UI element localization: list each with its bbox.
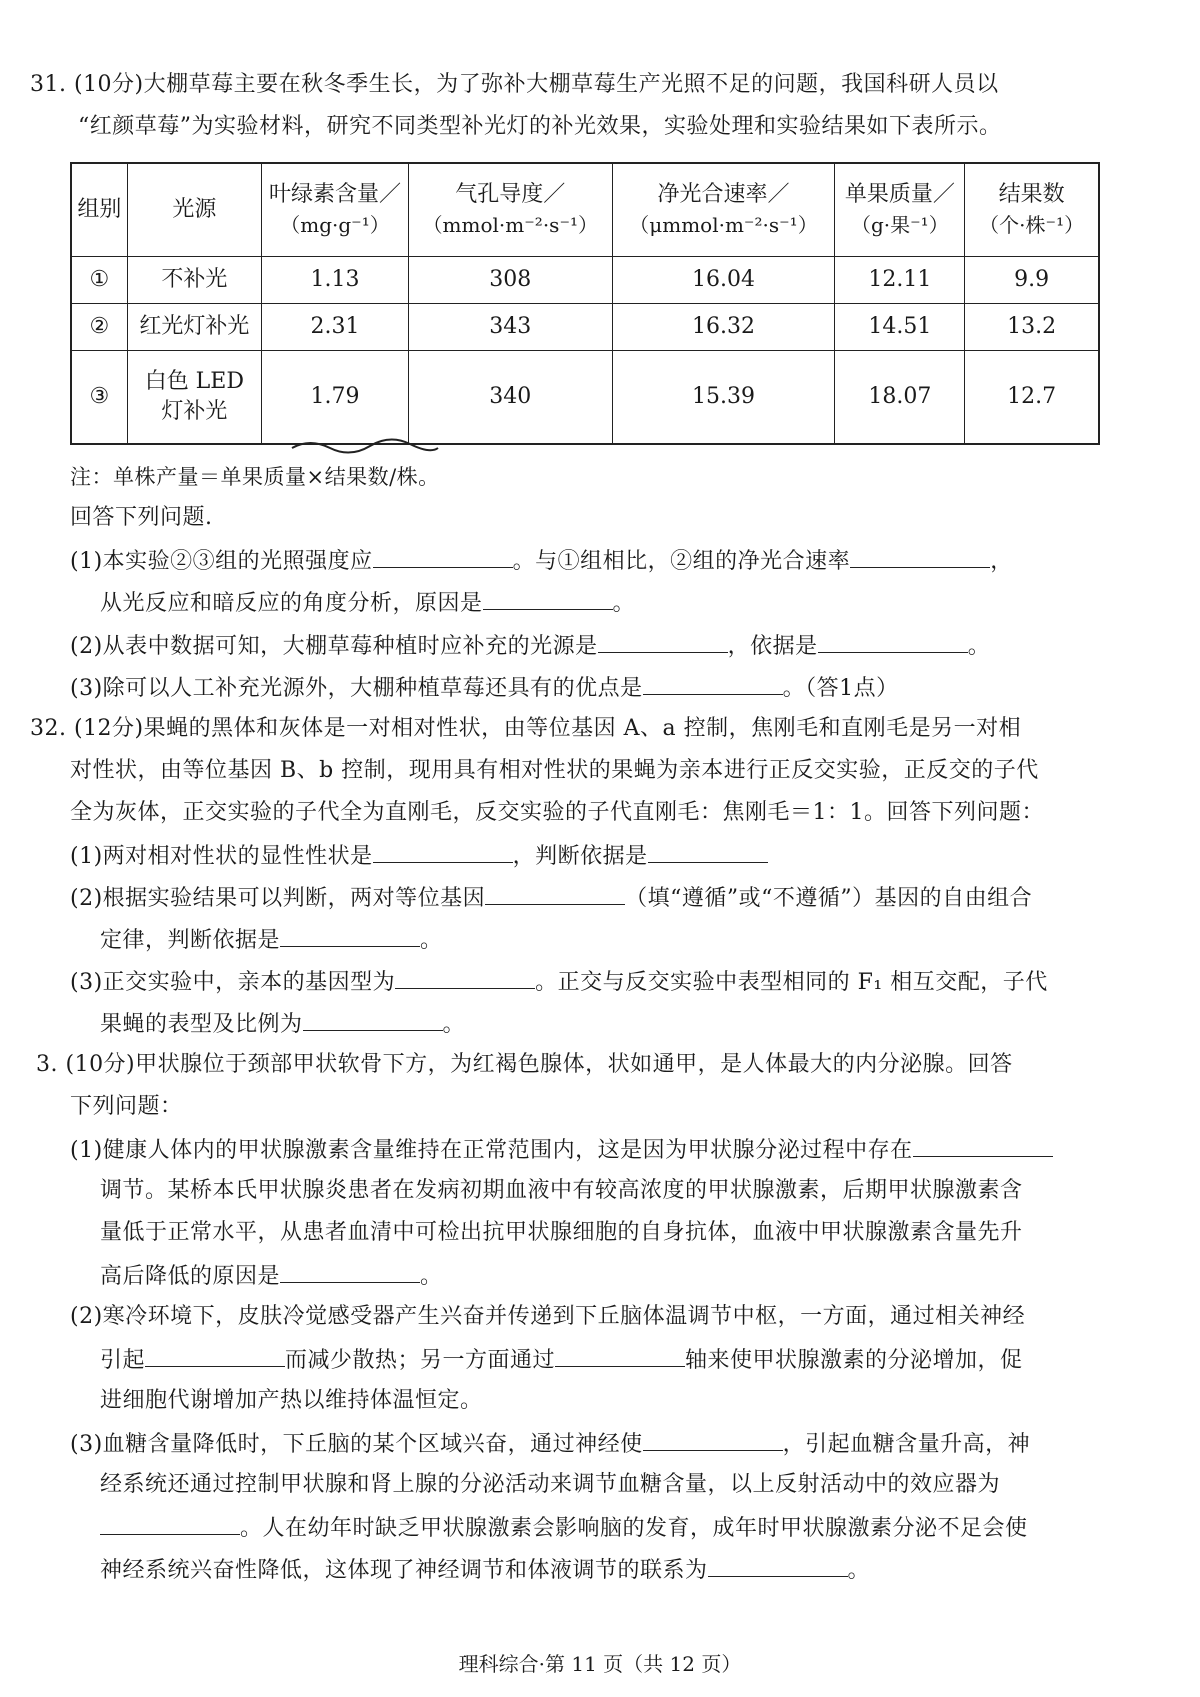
answer-blank[interactable] bbox=[648, 840, 768, 863]
q32-part2-line1: (2)根据实验结果可以判断，两对等位基因 （填“遵循”或“不遵循”）基因的自由组合 bbox=[70, 882, 1032, 914]
answer-blank[interactable] bbox=[598, 630, 728, 653]
q31-stem-line2: “红颜草莓”为实验材料，研究不同类型补光灯的补光效果，实验处理和实验结果如下表所示。 bbox=[78, 114, 1002, 139]
cell-count: 13.2 bbox=[965, 304, 1099, 351]
answer-blank[interactable] bbox=[303, 1008, 443, 1031]
q31-part3: (3)除可以人工补充光源外，大棚种植草莓还具有的优点是 。（答1点） bbox=[70, 672, 899, 704]
cell-group: ② bbox=[71, 304, 127, 351]
answer-blank[interactable] bbox=[145, 1344, 285, 1367]
q33-stem-line2: 下列问题： bbox=[70, 1094, 183, 1119]
cell-chlorophyll: 2.31 bbox=[261, 304, 408, 351]
q33-part1-line3: 量低于正常水平，从患者血清中可检出抗甲状腺细胞的自身抗体，血液中甲状腺激素含量先升 bbox=[100, 1220, 1023, 1245]
header-group: 组别 bbox=[71, 163, 127, 257]
answer-blank[interactable] bbox=[373, 840, 513, 863]
cell-mass: 12.11 bbox=[835, 257, 965, 304]
cell-count: 9.9 bbox=[965, 257, 1099, 304]
q32-stem-line1: 32. (12分)果蝇的黑体和灰体是一对相对性状，由等位基因 A、a 控制，焦刚毛和直刚毛是另一对相 bbox=[30, 716, 1022, 741]
answer-blank[interactable] bbox=[395, 966, 535, 989]
header-fruit-mass: 单果质量／ （g·果⁻¹） bbox=[835, 163, 965, 257]
header-fruit-count: 结果数 （个·株⁻¹） bbox=[965, 163, 1099, 257]
header-net-photosynthesis: 净光合速率／ （μmmol·m⁻²·s⁻¹） bbox=[612, 163, 835, 257]
q33-part1-line2: 调节。某桥本氏甲状腺炎患者在发病初期血液中有较高浓度的甲状腺激素，后期甲状腺激素含 bbox=[100, 1178, 1023, 1203]
cell-chlorophyll: 1.13 bbox=[261, 257, 408, 304]
cell-photosynthesis: 15.39 bbox=[612, 351, 835, 445]
q31-data-table bbox=[70, 162, 1100, 445]
cell-photosynthesis: 16.04 bbox=[612, 257, 835, 304]
q32-part3-line1: (3)正交实验中，亲本的基因型为 。正交与反交实验中表型相同的 F₁ 相互交配，子代 bbox=[70, 966, 1048, 998]
cell-group: ① bbox=[71, 257, 127, 304]
q31-part1-line1: (1)本实验②③组的光照强度应 。与①组相比，②组的净光合速率 ， bbox=[70, 545, 1013, 577]
q31-part2: (2)从表中数据可知，大棚草莓种植时应补充的光源是 ，依据是 。 bbox=[70, 630, 990, 662]
answer-blank[interactable] bbox=[643, 1428, 783, 1451]
page-footer: 理科综合·第 11 页（共 12 页） bbox=[458, 1652, 742, 1676]
cell-chlorophyll: 1.79 bbox=[261, 351, 408, 445]
answer-blank[interactable] bbox=[643, 672, 783, 695]
answer-blank[interactable] bbox=[913, 1134, 1053, 1157]
cell-stomata: 343 bbox=[409, 304, 612, 351]
cell-source: 红光灯补光 bbox=[127, 304, 261, 351]
q33-part3-line1: (3)血糖含量降低时，下丘脑的某个区域兴奋，通过神经使 ，引起血糖含量升高，神 bbox=[70, 1428, 1030, 1460]
header-light-source: 光源 bbox=[127, 163, 261, 257]
header-stomatal-conductance: 气孔导度／ （mmol·m⁻²·s⁻¹） bbox=[409, 163, 612, 257]
q31-part1-line2: 从光反应和暗反应的角度分析，原因是 。 bbox=[100, 587, 635, 619]
cell-mass: 14.51 bbox=[835, 304, 965, 351]
cell-group: ③ bbox=[71, 351, 127, 445]
cell-source: 白色 LED 灯补光 bbox=[127, 351, 261, 445]
header-chlorophyll: 叶绿素含量／ （mg·g⁻¹） bbox=[261, 163, 408, 257]
q31-prompt: 回答下列问题. bbox=[70, 505, 213, 530]
cell-stomata: 308 bbox=[409, 257, 612, 304]
answer-blank[interactable] bbox=[818, 630, 968, 653]
cell-count: 12.7 bbox=[965, 351, 1099, 445]
q33-part2-line3: 进细胞代谢增加产热以维持体温恒定。 bbox=[100, 1388, 483, 1413]
answer-blank[interactable] bbox=[100, 1512, 240, 1535]
answer-blank[interactable] bbox=[483, 587, 613, 610]
q33-part1-line1: (1)健康人体内的甲状腺激素含量维持在正常范围内，这是因为甲状腺分泌过程中存在 bbox=[70, 1134, 1053, 1166]
cell-source: 不补光 bbox=[127, 257, 261, 304]
q32-part1: (1)两对相对性状的显性性状是 ，判断依据是 bbox=[70, 840, 768, 872]
table-header-row bbox=[71, 163, 1099, 257]
q32-stem-line3: 全为灰体，正交实验的子代全为直刚毛，反交实验的子代直刚毛：焦刚毛＝1：1。回答下列问题： bbox=[70, 800, 1044, 825]
pen-scribble-mark bbox=[290, 436, 440, 456]
q33-part1-line4: 高后降低的原因是 。 bbox=[100, 1260, 443, 1292]
table-row bbox=[71, 257, 1099, 304]
q33-part2-line1: (2)寒冷环境下，皮肤冷觉感受器产生兴奋并传递到下丘脑体温调节中枢，一方面，通过相关神经 bbox=[70, 1304, 1026, 1329]
cell-photosynthesis: 16.32 bbox=[612, 304, 835, 351]
q32-part3-line2: 果蝇的表型及比例为 。 bbox=[100, 1008, 465, 1040]
answer-blank[interactable] bbox=[373, 545, 513, 568]
q32-stem-line2: 对性状，由等位基因 B、b 控制，现用具有相对性状的果蝇为亲本进行正反交实验，正反交的子代 bbox=[70, 758, 1039, 783]
q33-part3-line2: 经系统还通过控制甲状腺和肾上腺的分泌活动来调节血糖含量，以上反射活动中的效应器为 bbox=[100, 1472, 1001, 1497]
table-row bbox=[71, 304, 1099, 351]
cell-mass: 18.07 bbox=[835, 351, 965, 445]
q33-stem-line1: 3. (10分)甲状腺位于颈部甲状软骨下方，为红褐色腺体，状如通甲，是人体最大的内分泌腺。回答 bbox=[36, 1052, 1013, 1077]
q31-note: 注：单株产量＝单果质量×结果数/株。 bbox=[70, 465, 440, 489]
answer-blank[interactable] bbox=[850, 545, 990, 568]
answer-blank[interactable] bbox=[280, 924, 420, 947]
q33-part2-line2: 引起 而减少散热；另一方面通过 轴来使甲状腺激素的分泌增加，促 bbox=[100, 1344, 1023, 1376]
answer-blank[interactable] bbox=[708, 1554, 848, 1577]
q31-stem-line1: 31. (10分)大棚草莓主要在秋冬季生长，为了弥补大棚草莓生产光照不足的问题，我国科研人员以 bbox=[30, 72, 999, 97]
cell-stomata: 340 bbox=[409, 351, 612, 445]
table-row bbox=[71, 351, 1099, 445]
q33-part3-line4: 神经系统兴奋性降低，这体现了神经调节和体液调节的联系为 。 bbox=[100, 1554, 870, 1586]
q32-part2-line2: 定律，判断依据是 。 bbox=[100, 924, 443, 956]
q33-part3-line3: 。人在幼年时缺乏甲状腺激素会影响脑的发育，成年时甲状腺激素分泌不足会使 bbox=[100, 1512, 1028, 1544]
answer-blank[interactable] bbox=[485, 882, 625, 905]
answer-blank[interactable] bbox=[280, 1260, 420, 1283]
answer-blank[interactable] bbox=[555, 1344, 685, 1367]
